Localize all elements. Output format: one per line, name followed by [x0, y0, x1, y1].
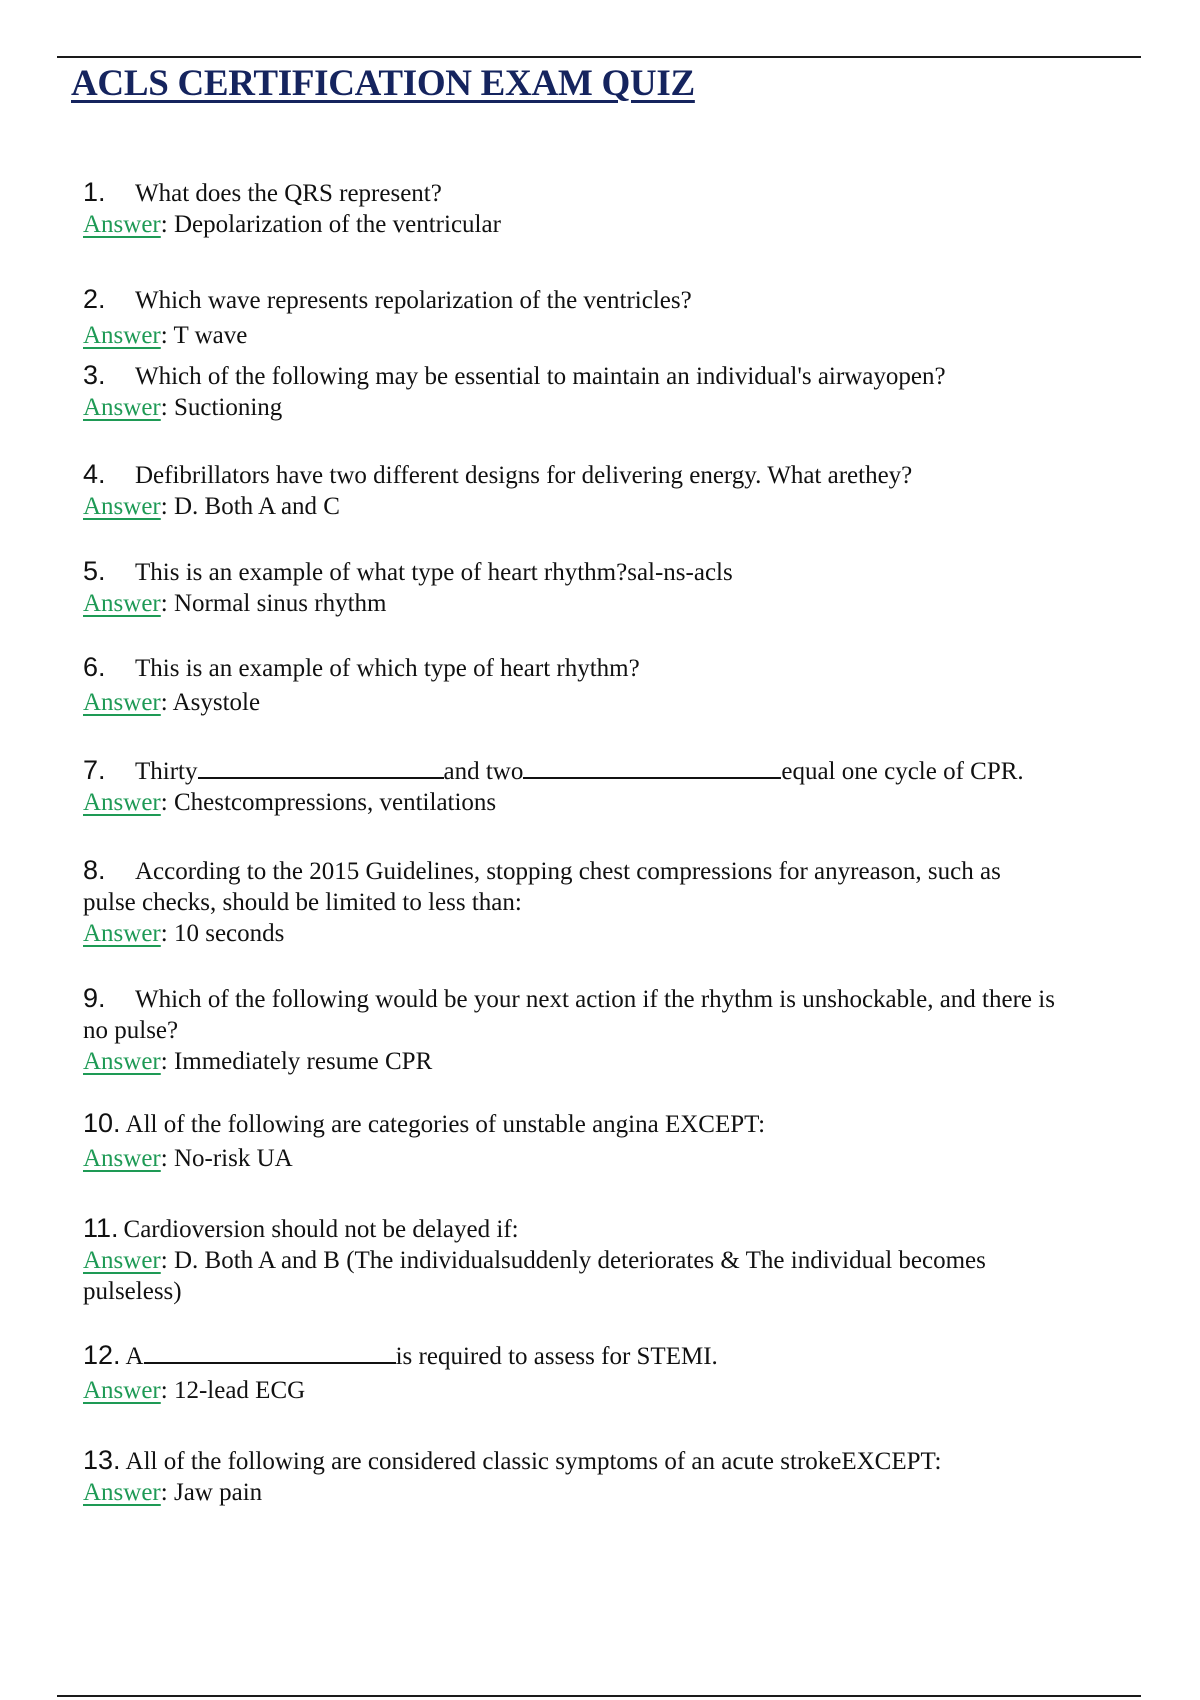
- question-item: 6. This is an example of which type of heart rhythm? Answer: Asystole: [83, 652, 640, 716]
- question-text-continued: no pulse?: [83, 1017, 179, 1044]
- question-number: 13.: [83, 1445, 121, 1475]
- answer-label: Answer: [83, 789, 161, 816]
- question-item: 10. All of the following are categories of unstable angina EXCEPT: Answer: No-risk UA: [83, 1108, 766, 1172]
- answer-text: Immediately resume CPR: [173, 1048, 433, 1075]
- question-text: According to the 2015 Guidelines, stopping chest compressions for anyreason, such as: [135, 858, 1001, 885]
- question-item: 8. According to the 2015 Guidelines, stopping chest compressions for anyreason, such as pulse checks, should be limited to less than: Answer: 10 seconds: [83, 855, 1148, 949]
- fill-in-blank: [144, 1340, 396, 1364]
- question-text: Cardioversion should not be delayed if:: [123, 1216, 519, 1243]
- question-text: What does the QRS represent?: [135, 180, 442, 207]
- question-number: 9.: [83, 983, 106, 1013]
- answer-label: Answer: [83, 493, 161, 520]
- answer-label: Answer: [83, 1377, 161, 1404]
- answer-label: Answer: [83, 590, 161, 617]
- answer-text: D. Both A and C: [173, 493, 340, 520]
- answer-label: Answer: [83, 1048, 161, 1075]
- bottom-rule: [57, 1695, 1141, 1697]
- answer-text: Jaw pain: [173, 1479, 263, 1506]
- question-text: and two: [443, 758, 524, 785]
- question-text: Which wave represents repolarization of the ventricles?: [135, 287, 692, 314]
- answer-text: 10 seconds: [173, 920, 285, 947]
- question-number: 6.: [83, 652, 106, 682]
- answer-text: Depolarization of the ventricular: [173, 211, 501, 238]
- fill-in-blank: [523, 755, 781, 779]
- answer-text: Normal sinus rhythm: [173, 590, 387, 617]
- question-item: 13. All of the following are considered classic symptoms of an acute strokeEXCEPT: Answer: Jaw pain: [83, 1445, 942, 1506]
- question-text: is required to assess for STEMI.: [395, 1343, 718, 1370]
- question-text: All of the following are categories of unstable angina EXCEPT:: [125, 1111, 766, 1138]
- question-number: 11.: [83, 1213, 119, 1243]
- answer-text: T wave: [173, 322, 248, 349]
- answer-text: 12-lead ECG: [173, 1377, 306, 1404]
- question-text: Defibrillators have two different designs for delivering energy. What arethey?: [135, 462, 913, 489]
- answer-text: D. Both A and B (The individualsuddenly deteriorates & The individual becomes: [173, 1247, 986, 1274]
- answer-text: Suctioning: [173, 394, 283, 421]
- answer-label: Answer: [83, 394, 161, 421]
- answer-label: Answer: [83, 211, 161, 238]
- question-text: All of the following are considered classic symptoms of an acute strokeEXCEPT:: [125, 1448, 942, 1475]
- top-rule: [57, 56, 1141, 58]
- answer-label: Answer: [83, 920, 161, 947]
- question-number: 1.: [83, 177, 106, 207]
- question-number: 5.: [83, 556, 106, 586]
- answer-label: Answer: [83, 1479, 161, 1506]
- page-title: ACLS CERTIFICATION EXAM QUIZ: [71, 63, 695, 104]
- question-item: 7. Thirty and two equal one cycle of CPR. Answer: Chestcompressions, ventilations: [83, 755, 1024, 816]
- question-number: 4.: [83, 459, 106, 489]
- question-item: 1. What does the QRS represent? Answer: Depolarization of the ventricular: [83, 177, 501, 238]
- question-number: 7.: [83, 755, 106, 785]
- question-text: This is an example of which type of heart rhythm?: [135, 655, 640, 682]
- answer-text: Chestcompressions, ventilations: [173, 789, 497, 816]
- question-text: Which of the following would be your next action if the rhythm is unshockable, and there is: [135, 986, 1055, 1013]
- fill-in-blank: [198, 755, 444, 779]
- question-number: 12.: [83, 1340, 121, 1370]
- answer-text-continued: pulseless): [83, 1278, 182, 1305]
- question-item: 5. This is an example of what type of heart rhythm?sal-ns-acls Answer: Normal sinus rhythm: [83, 556, 733, 617]
- question-item: 2. Which wave represents repolarization of the ventricles? Answer: T wave: [83, 284, 692, 349]
- answer-text: Asystole: [172, 689, 261, 716]
- question-text: This is an example of what type of heart rhythm?sal-ns-acls: [135, 559, 733, 586]
- question-item: 9. Which of the following would be your next action if the rhythm is unshockable, and there is no pulse? Answer: Immediately resume CPR: [83, 983, 1148, 1077]
- question-number: 8.: [83, 855, 106, 885]
- question-text: Thirty: [135, 758, 198, 785]
- answer-text: No-risk UA: [173, 1145, 293, 1172]
- answer-label: Answer: [83, 322, 161, 349]
- question-number: 2.: [83, 284, 106, 314]
- answer-label: Answer: [83, 689, 161, 716]
- question-item: 12. A is required to assess for STEMI. Answer: 12-lead ECG: [83, 1340, 718, 1404]
- question-text: A: [125, 1343, 144, 1370]
- question-text: Which of the following may be essential to maintain an individual's airwayopen?: [135, 363, 946, 390]
- question-item: 3. Which of the following may be essential to maintain an individual's airwayopen? Answer: Suctioning: [83, 360, 946, 421]
- question-item: 11. Cardioversion should not be delayed if: Answer: D. Both A and B (The individualsuddenly deteriorates & The individual becomes pulseless): [83, 1213, 1148, 1307]
- question-number: 10.: [83, 1108, 121, 1138]
- question-item: 4. Defibrillators have two different designs for delivering energy. What arethey? Answer: D. Both A and C: [83, 459, 913, 520]
- question-number: 3.: [83, 360, 106, 390]
- question-text-continued: pulse checks, should be limited to less than:: [83, 889, 522, 916]
- answer-label: Answer: [83, 1145, 161, 1172]
- answer-label: Answer: [83, 1247, 161, 1274]
- question-text: equal one cycle of CPR.: [781, 758, 1024, 785]
